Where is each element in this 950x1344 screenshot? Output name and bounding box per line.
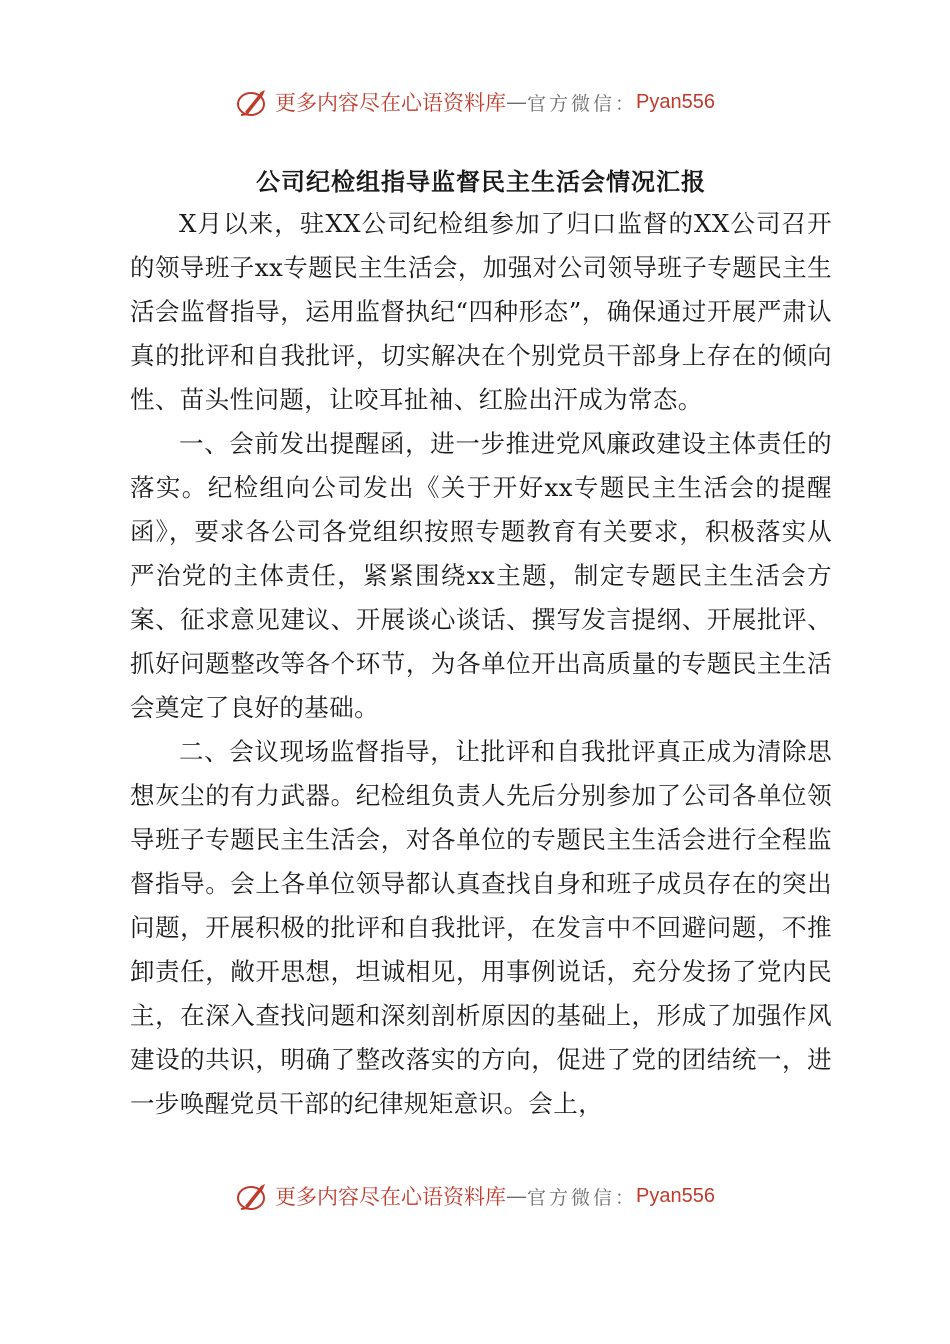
banner-wechat-label: 官方微信 [527,92,616,115]
quill-pen-logo-icon [235,1178,271,1214]
header-banner [0,84,950,120]
paragraph-section-2: 二、会议现场监督指导，让批评和自我批评真正成为清除思想灰尘的有力武器。纪检组负责人先后分别参加了公司各单位领导班子专题民主生活会，对各单位的专题民主生活会进行全程监督指导。会上各单位领导都认真查找自身和班子成员存在的突出问题，开展积极的批评和自我批评，在发言中不回避问题，不推卸责任，敞开思想，坦诚相见，用事例说话，充分发扬了党内民主，在深入查找问题和深刻剖析原因的基础上，形成了加强作风建设的共识，明确了整改落实的方向，促进了党的团结统一，进一步唤醒党员干部的纪律规矩意识。会上， [130,737,832,1118]
document-title: 公司纪检组指导监督民主生活会情况汇报 [256,167,706,196]
document-body [130,162,832,1126]
banner-text: 更多内容尽在心语资料库 [275,1185,506,1209]
banner-wechat-id: Pyan556 [636,90,715,113]
banner-wechat-label: 官方微信 [527,1186,616,1209]
banner-colon: ： [615,92,635,115]
banner-separator: — [506,1184,527,1208]
banner-colon: ： [615,1186,635,1209]
footer-banner [0,1178,950,1214]
banner-separator: — [506,90,527,114]
banner-text: 更多内容尽在心语资料库 [275,91,506,115]
banner-wechat-id: Pyan556 [636,1184,715,1207]
paragraph-section-1: 一、会前发出提醒函，进一步推进党风廉政建设主体责任的落实。纪检组向公司发出《关于开好xx专题民主生活会的提醒函》，要求各公司各党组织按照专题教育有关要求，积极落实从严治党的主体责任，紧紧围绕xx主题，制定专题民主生活会方案、征求意见建议、开展谈心谈话、撰写发言提纲、开展批评、抓好问题整改等各个环节，为各单位开出高质量的专题民主生活会奠定了良好的基础。 [130,429,832,722]
paragraph-intro: X月以来，驻XX公司纪检组参加了归口监督的XX公司召开的领导班子xx专题民主生活会，加强对公司领导班子专题民主生活会监督指导，运用监督执纪“四种形态”，确保通过开展严肃认真的批评和自我批评，切实解决在个别党员干部身上存在的倾向性、苗头性问题，让咬耳扯袖、红脸出汗成为常态。 [130,209,832,414]
quill-pen-logo-icon [235,84,271,120]
